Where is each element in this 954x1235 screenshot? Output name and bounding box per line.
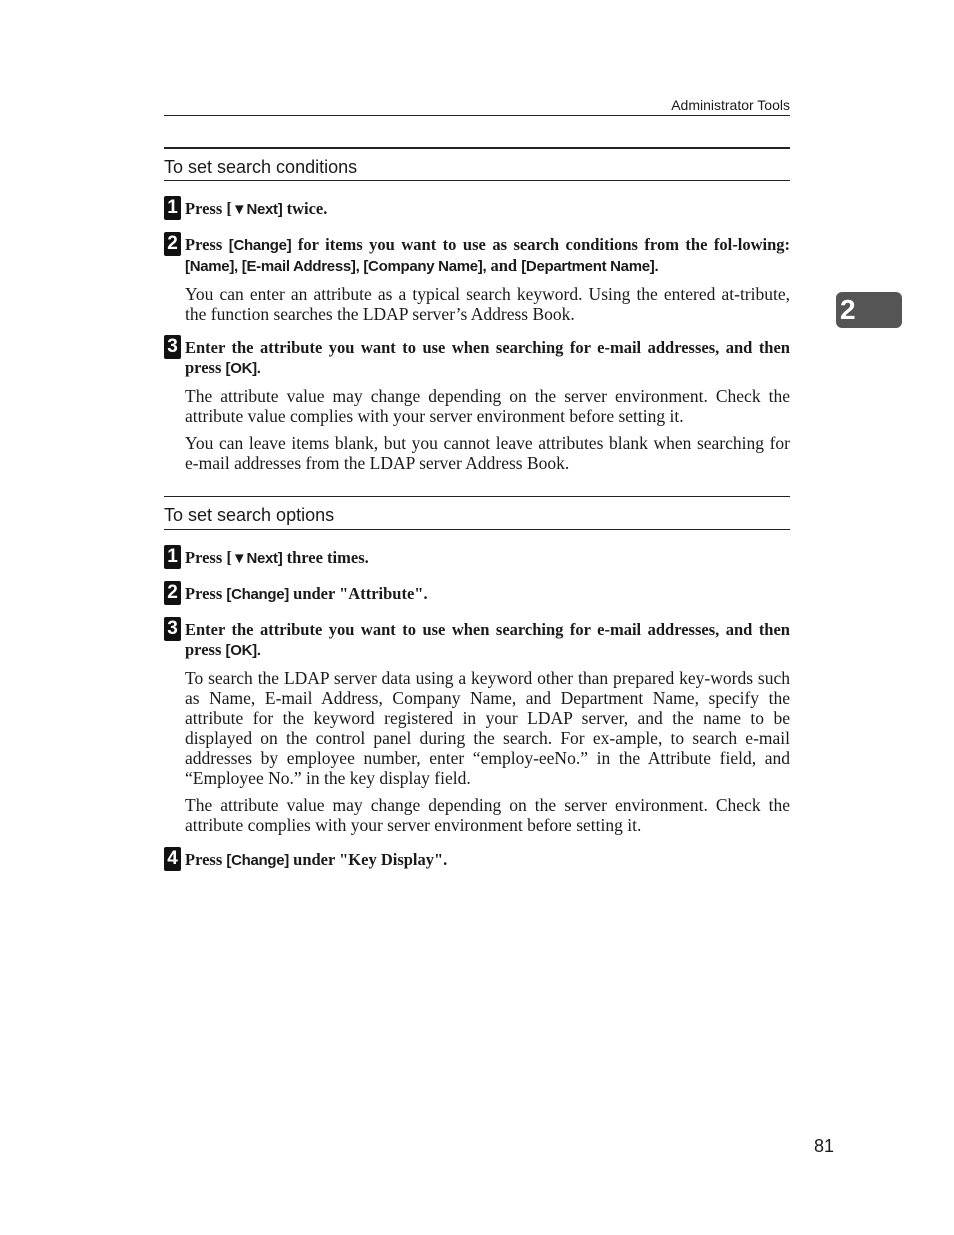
chapter-tab: 2 — [836, 292, 902, 328]
section-search-options — [164, 496, 790, 530]
step-number-icon: 2 — [164, 581, 181, 605]
step-instruction: Press [Change] under "Attribute". — [185, 584, 428, 603]
step-2 — [164, 232, 790, 324]
step-3 — [164, 335, 790, 473]
step-3 — [164, 617, 790, 835]
step-note: You can leave items blank, but you cannot leave attributes blank when searching for e-mail addresses from the LDAP server Address Book. — [185, 433, 790, 473]
down-arrow-icon: ▼ — [231, 201, 247, 218]
section-title: To set search conditions — [164, 147, 790, 181]
step-instruction: Press [▼Next] twice. — [185, 199, 328, 218]
step-instruction: Press [Change] for items you want to use as search conditions from the fol-lowing: [Name], [E-mail Address], [Company Name], and [Department Name]. — [185, 235, 790, 275]
running-head: Administrator Tools — [671, 97, 790, 113]
step-2 — [164, 581, 790, 605]
step-instruction: Enter the attribute you want to use when searching for e-mail addresses, and then press [OK]. — [185, 620, 790, 659]
page-number: 81 — [813, 1136, 834, 1156]
header-rule — [164, 115, 790, 116]
step-note: You can enter an attribute as a typical search keyword. Using the entered at-tribute, the function searches the LDAP server’s Address Book. — [185, 284, 790, 324]
step-number-icon: 2 — [164, 232, 181, 256]
step-instruction: Press [Change] under "Key Display". — [185, 850, 448, 869]
step-number-icon: 4 — [164, 847, 181, 871]
step-number-icon: 3 — [164, 617, 181, 641]
step-note: The attribute value may change depending on the server environment. Check the attribute value complies with your server environment before setting it. — [185, 386, 790, 426]
step-number-icon: 3 — [164, 335, 181, 359]
step-number-icon: 1 — [164, 545, 181, 569]
step-instruction: Enter the attribute you want to use when searching for e-mail addresses, and then press [OK]. — [185, 338, 790, 377]
step-instruction: Press [▼Next] three times. — [185, 548, 369, 567]
step-note: The attribute value may change depending on the server environment. Check the attribute complies with your server environment before setting it. — [185, 795, 790, 835]
step-number-icon: 1 — [164, 196, 181, 220]
down-arrow-icon: ▼ — [231, 550, 247, 567]
step-1 — [164, 196, 790, 220]
step-1 — [164, 545, 790, 569]
step-4 — [164, 847, 790, 871]
section-search-conditions — [164, 147, 790, 181]
step-note: To search the LDAP server data using a keyword other than prepared key-words such as Name, E-mail Address, Company Name, and Department Name, specify the attribute for the keyword registered in your LDAP server, and the name to be displayed on the control panel during the search. For ex-ample, to search e-mail addresses by employee number, enter “employ-eeNo.” in the Attribute field, and “Employee No.” in the key display field. — [185, 668, 790, 788]
section-title: To set search options — [164, 496, 790, 530]
